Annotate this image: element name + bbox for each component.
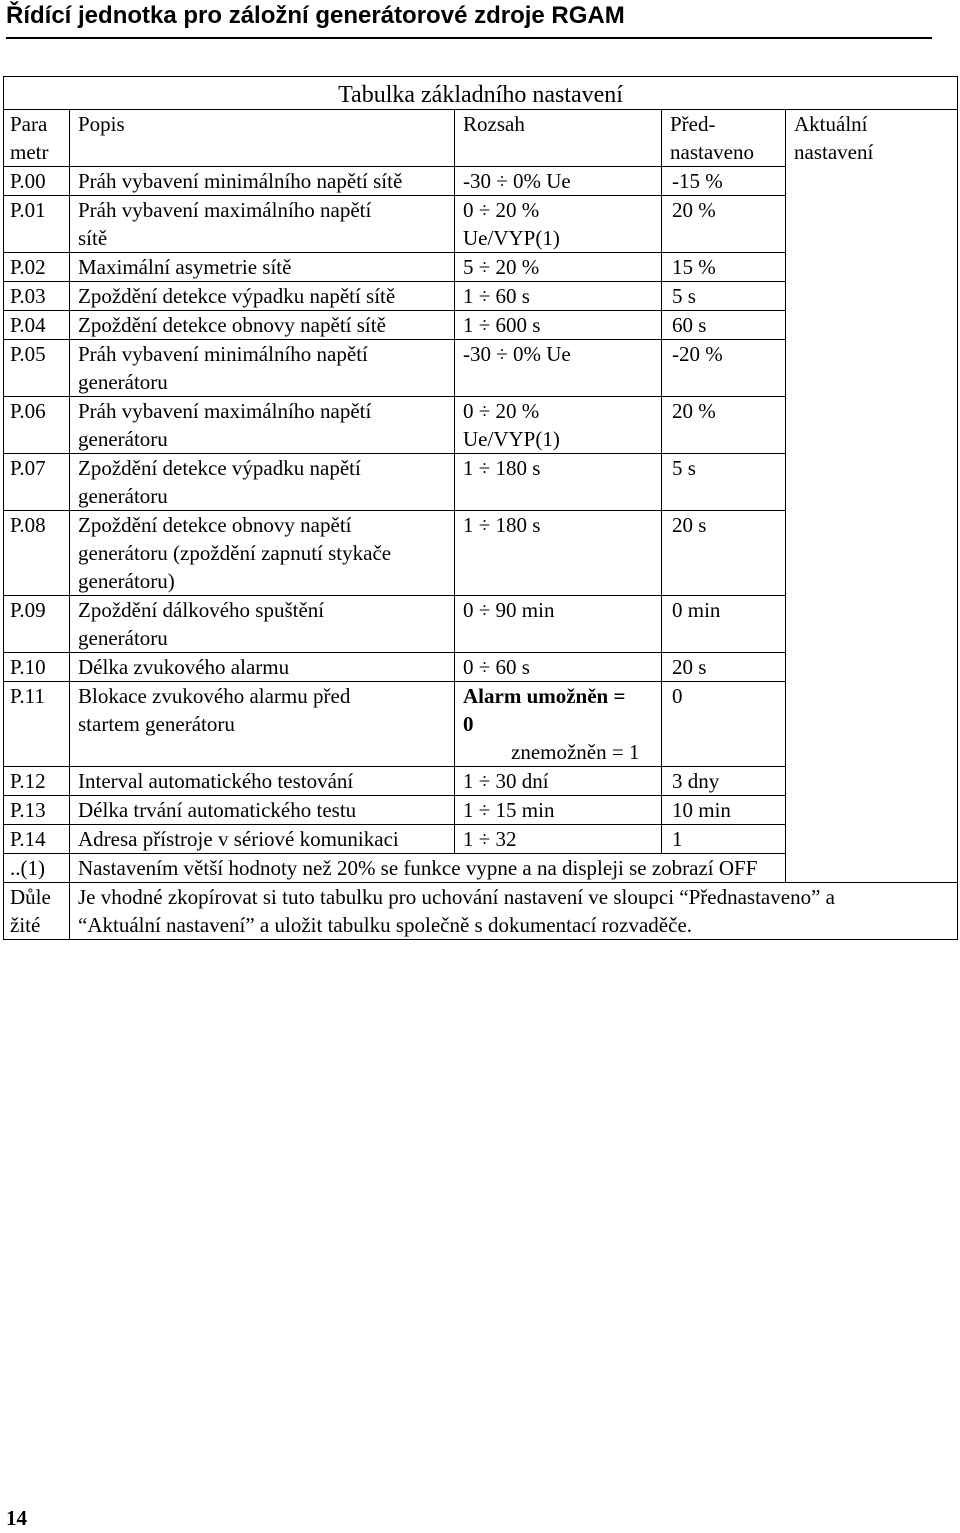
important-text: Je vhodné zkopírovat si tuto tabulku pro uchování nastavení ve sloupci “Přednastaveno” a “Aktuální nastavení” a uložit tabulku společně s dokumentací rozvaděče. <box>70 883 958 940</box>
table-row: P.12 Interval automatického testování 1 ÷ 30 dní 3 dny <box>4 767 958 796</box>
table-row: P.02 Maximální asymetrie sítě 5 ÷ 20 % 15 % <box>4 253 958 282</box>
footnote-row <box>4 854 958 883</box>
table-row: P.09 Zpoždění dálkového spuštění generátoru 0 ÷ 90 min 0 min <box>4 596 958 653</box>
caption-row <box>4 77 958 110</box>
table-row: P.11 Blokace zvukového alarmu před startem generátoru Alarm umožněn = 0 znemožněn = 1 0 <box>4 682 958 767</box>
header-param: Para metr <box>4 110 70 167</box>
table-row: P.06 Práh vybavení maximálního napětí generátoru 0 ÷ 20 % Ue/VYP(1) 20 % <box>4 397 958 454</box>
header-range: Rozsah <box>455 110 662 167</box>
table-caption: Tabulka základního nastavení <box>4 77 958 110</box>
settings-table <box>3 76 958 940</box>
page-number: 14 <box>6 1506 27 1530</box>
page-header <box>6 2 932 39</box>
table-row: P.14 Adresa přístroje v sériové komunikaci 1 ÷ 32 1 <box>4 825 958 854</box>
table-row: P.07 Zpoždění detekce výpadku napětí generátoru 1 ÷ 180 s 5 s <box>4 454 958 511</box>
table-row: P.13 Délka trvání automatického testu 1 ÷ 15 min 10 min <box>4 796 958 825</box>
table-row: P.10 Délka zvukového alarmu 0 ÷ 60 s 20 s <box>4 653 958 682</box>
header-current: Aktuální nastavení <box>786 110 958 883</box>
header-desc: Popis <box>70 110 455 167</box>
table-row: P.05 Práh vybavení minimálního napětí generátoru -30 ÷ 0% Ue -20 % <box>4 340 958 397</box>
footnote-text: Nastavením větší hodnoty než 20% se funkce vypne a na displeji se zobrazí OFF <box>70 854 958 883</box>
footnote-label: ..(1) <box>4 854 70 883</box>
table-row: P.03 Zpoždění detekce výpadku napětí sítě 1 ÷ 60 s 5 s <box>4 282 958 311</box>
important-label: Důle žité <box>4 883 70 940</box>
table-row: P.04 Zpoždění detekce obnovy napětí sítě 1 ÷ 600 s 60 s <box>4 311 958 340</box>
important-note-row <box>4 883 958 940</box>
table-row: P.01 Práh vybavení maximálního napětí sítě 0 ÷ 20 % Ue/VYP(1) 20 % <box>4 196 958 253</box>
document-title: Řídící jednotka pro záložní generátorové zdroje RGAM <box>6 2 625 29</box>
table-row: P.00 Práh vybavení minimálního napětí sítě -30 ÷ 0% Ue -15 % <box>4 167 958 196</box>
header-default: Před- nastaveno <box>662 110 786 167</box>
header-row <box>4 110 958 167</box>
table-row: P.08 Zpoždění detekce obnovy napětí generátoru (zpoždění zapnutí stykače generátoru) 1 ÷ 180 s 20 s <box>4 511 958 596</box>
